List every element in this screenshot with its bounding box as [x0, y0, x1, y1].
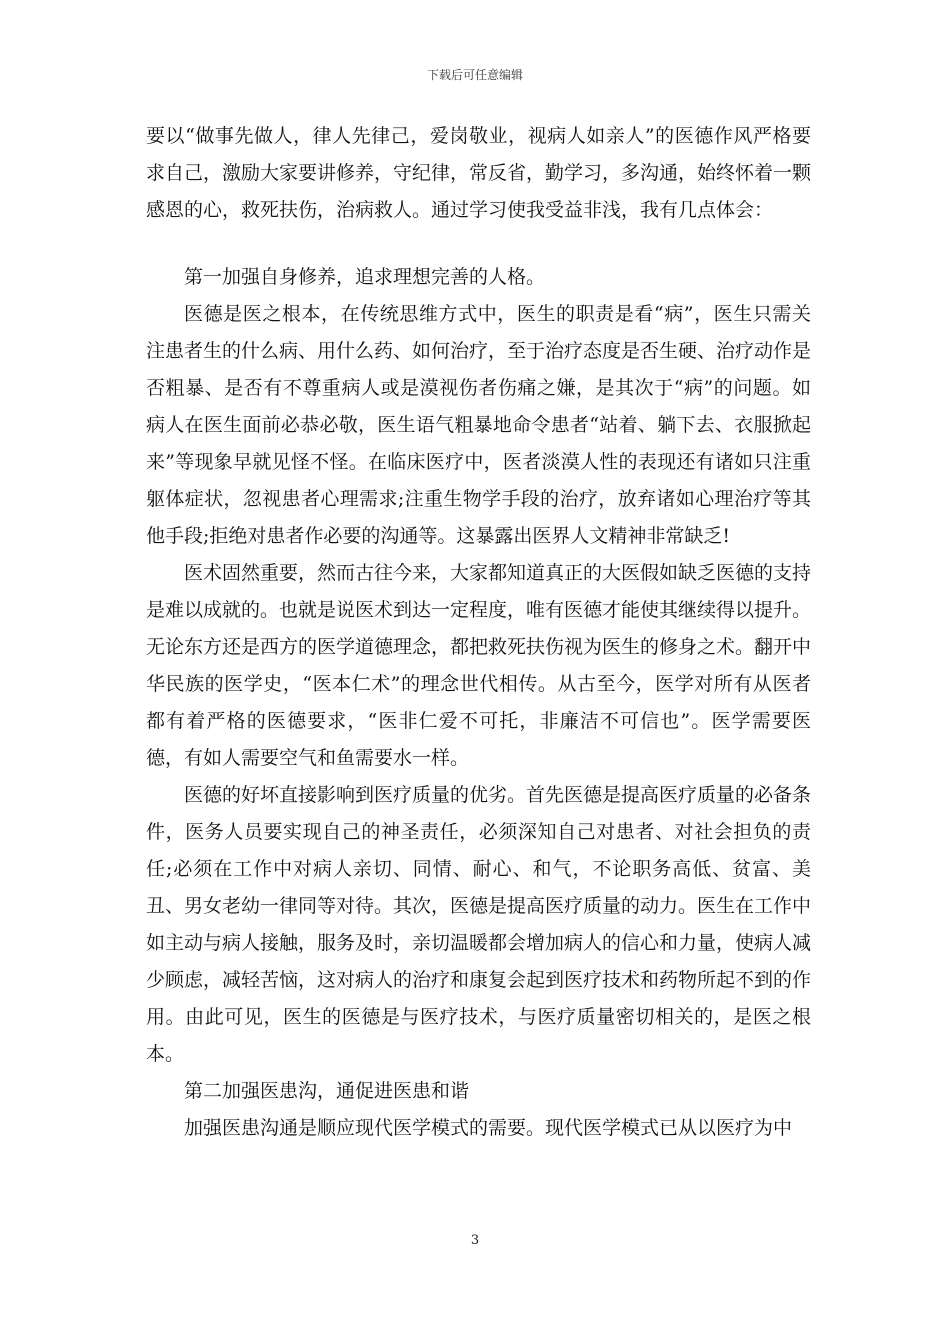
page-number: 3 — [470, 1233, 480, 1248]
paragraph-communication: 加强医患沟通是顺应现代医学模式的需要。现代医学模式已从以医疗为中 — [184, 1117, 793, 1139]
paragraph-medical-ethics: 医德是医之根本，在传统思维方式中，医生的职责是看“病”，医生只需关注患者生的什么病、用什么药、如何治疗，至于治疗态度是否生硬、治疗动作是否粗暴、是否有不尊重病人或是漠视伤者伤痛之嫌，是其次于“病”的问题。如病人在医生面前必恭必敬，医生语气粗暴地命令患者“站着、躺下去、衣服掀起来”等现象早就见怪不怪。在临床医疗中，医者淡漠人性的表现还有诸如只注重躯体症状，忽视患者心理需求;注重生物学手段的治疗，放弃诸如心理治疗等其他手段;拒绝对患者作必要的沟通等。这暴露出医界人文精神非常缺乏! — [146, 303, 812, 547]
section-heading-2: 第二加强医患沟，通促进医患和谐 — [184, 1080, 470, 1102]
page-header: 下载后可任意编辑 — [426, 68, 523, 82]
paragraph-medical-skill: 医术固然重要，然而古往今来，大家都知道真正的大医假如缺乏医德的支持是难以成就的。也就是说医术到达一定程度，唯有医德才能使其继续得以提升。无论东方还是西方的医学道德理念，都把救死扶伤视为医生的修身之术。翻开中华民族的医学史，“医本仁术”的理念世代相传。从古至今，医学对所有从医者都有着严格的医德要求，“医非仁爱不可托，非廉洁不可信也”。医学需要医德，有如人需要空气和鱼需要水一样。 — [146, 562, 812, 769]
paragraph-quality: 医德的好坏直接影响到医疗质量的优劣。首先医德是提高医疗质量的必备条件，医务人员要实现自己的神圣责任，必须深知自己对患者、对社会担负的责任;必须在工作中对病人亲切、同情、耐心、和气，不论职务高低、贫富、美丑、男女老幼一律同等对待。其次，医德是提高医疗质量的动力。医生在工作中如主动与病人接触，服务及时，亲切温暖都会增加病人的信心和力量，使病人减少顾虑，减轻苦恼，这对病人的治疗和康复会起到医疗技术和药物所起不到的作用。由此可见，医生的医德是与医疗技术，与医疗质量密切相关的，是医之根本。 — [146, 784, 812, 1065]
document-body — [146, 118, 811, 1147]
paragraph-intro: 要以“做事先做人，律人先律己，爱岗敬业，视病人如亲人”的医德作风严格要求自己，激励大家要讲修养，守纪律，常反省，勤学习，多沟通，始终怀着一颗感恩的心，救死扶伤，治病救人。通过学习使我受益非浅，我有几点体会： — [146, 125, 812, 221]
section-heading-1: 第一加强自身修养，追求理想完善的人格。 — [184, 266, 546, 288]
